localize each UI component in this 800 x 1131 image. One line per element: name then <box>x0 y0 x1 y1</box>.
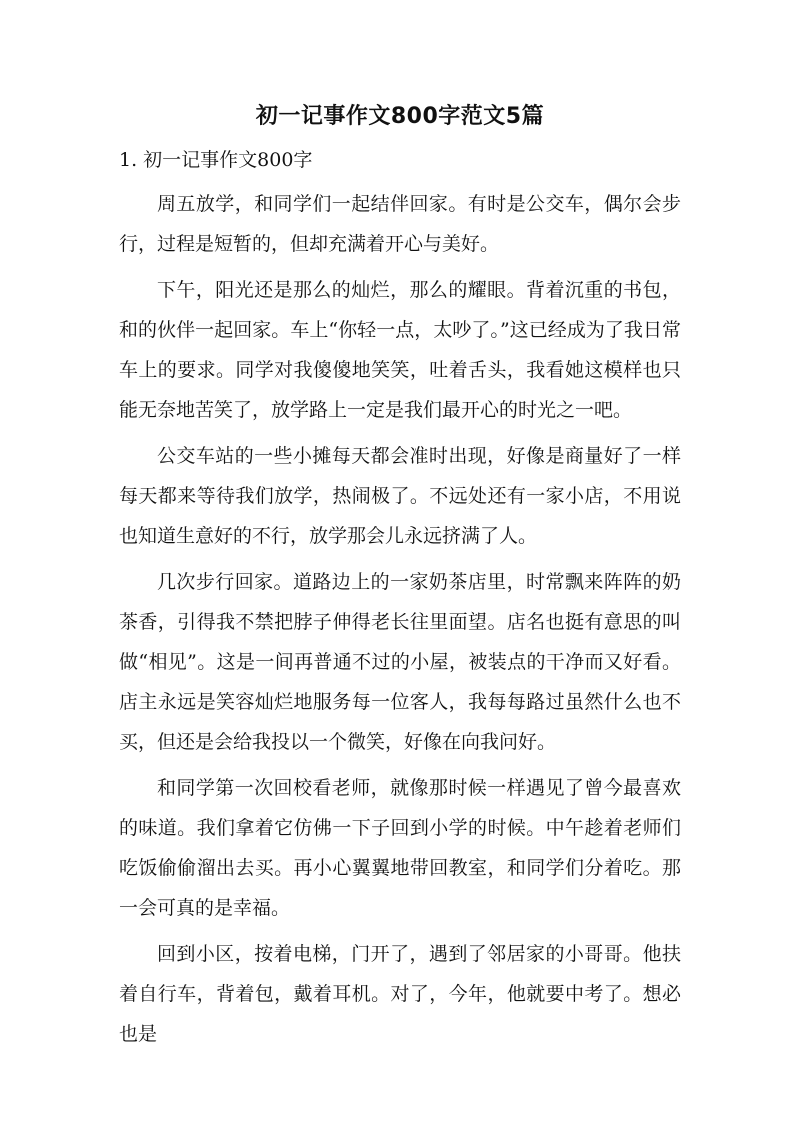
paragraph: 和同学第一次回校看老师，就像那时候一样遇见了曾今最喜欢的味道。我们拿着它仿佛一下子回到小学的时候。中午趁着老师们吃饭偷偷溜出去买。再小心翼翼地带回教室，和同学们分着吃。那一会可真的是幸福。 <box>119 777 681 919</box>
paragraph: 公交车站的一些小摊每天都会准时出现，好像是商量好了一样每天都来等待我们放学，热闹极了。不远处还有一家小店，不用说也知道生意好的不行，放学那会儿永远挤满了人。 <box>119 445 681 547</box>
article-body <box>119 184 681 1060</box>
page-title: 初一记事作文800字范文5篇 <box>255 104 545 129</box>
paragraph: 回到小区，按着电梯，门开了，遇到了邻居家的小哥哥。他扶着自行车，背着包，戴着耳机。对了，今年，他就要中考了。想必也是 <box>119 943 681 1045</box>
paragraph: 几次步行回家。道路边上的一家奶茶店里，时常飘来阵阵的奶茶香，引得我不禁把脖子伸得老长往里面望。店名也挺有意思的叫做“相见”。这是一间再普通不过的小屋，被装点的干净而又好看。店主永远是笑容灿烂地服务每一位客人，我每每路过虽然什么也不买，但还是会给我投以一个微笑，好像在向我问好。 <box>119 571 681 753</box>
paragraph: 周五放学，和同学们一起结伴回家。有时是公交车，偶尔会步行，过程是短暂的，但却充满着开心与美好。 <box>119 193 681 255</box>
paragraph: 下午，阳光还是那么的灿烂，那么的耀眼。背着沉重的书包，和的伙伴一起回家。车上“你轻一点，太吵了。”这已经成为了我日常车上的要求。同学对我傻傻地笑笑，吐着舌头，我看她这模样也只能无奈地苦笑了，放学路上一定是我们最开心的时光之一吧。 <box>119 279 681 421</box>
section-heading: 1. 初一记事作文800字 <box>119 149 313 171</box>
